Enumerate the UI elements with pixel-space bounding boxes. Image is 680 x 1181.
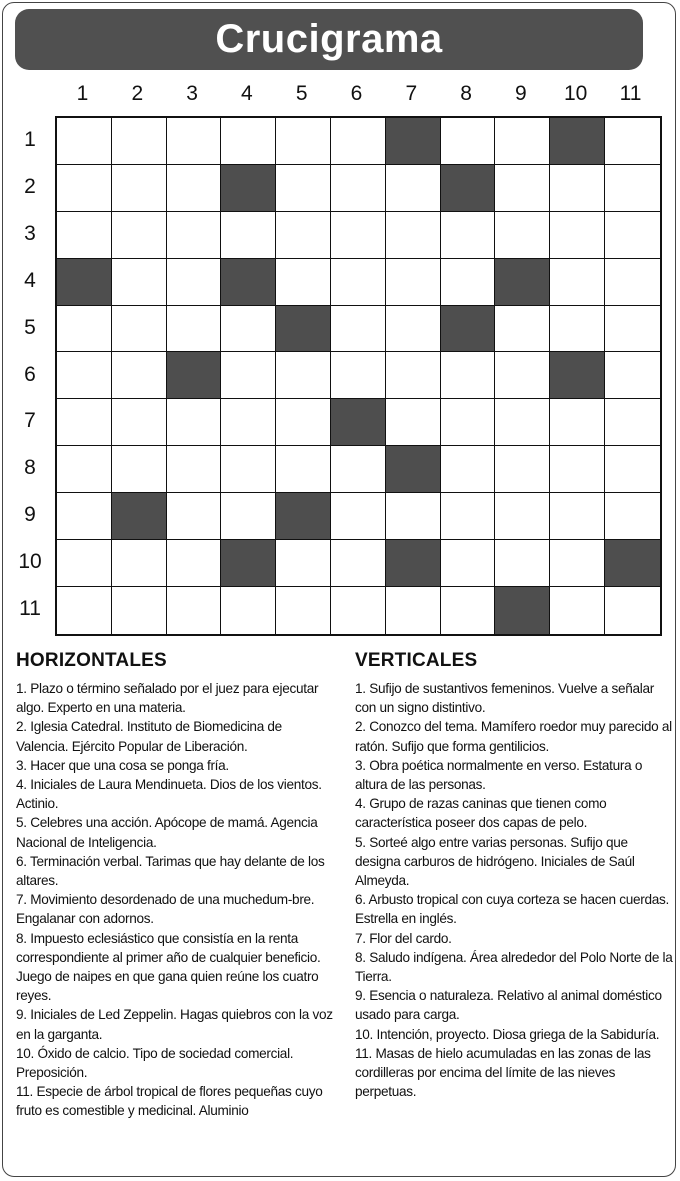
answer-cell[interactable] [276,399,331,446]
horizontales-clue: 3. Hacer que una cosa se ponga fría. [16,757,229,773]
answer-cell[interactable] [167,165,222,212]
answer-cell[interactable] [167,118,222,165]
verticales-clue: 11. Masas de hielo acumuladas en las zonas de las cordilleras por encima del límite de las nieves perpetuas. [355,1045,651,1100]
black-cell [550,352,605,399]
answer-cell[interactable] [331,212,386,259]
black-cell [441,306,496,353]
black-cell [57,259,112,306]
answer-cell[interactable] [386,212,441,259]
horizontales-clue: 5. Celebres una acción. Apócope de mamá. Agencia Nacional de Inteligencia. [16,815,318,850]
horizontales-clue-list [16,679,336,1121]
column-number: 2 [131,82,144,105]
black-cell [167,352,222,399]
black-cell [221,165,276,212]
horizontales-clue: 4. Iniciales de Laura Mendinueta. Dios de los vientos. Actinio. [16,777,322,812]
answer-cell[interactable] [112,306,167,353]
answer-cell[interactable] [276,352,331,399]
answer-cell[interactable] [386,259,441,306]
answer-cell[interactable] [112,259,167,306]
black-cell [112,493,167,540]
answer-cell[interactable] [112,118,167,165]
answer-cell[interactable] [386,165,441,212]
answer-cell[interactable] [550,165,605,212]
answer-cell[interactable] [331,540,386,587]
answer-cell[interactable] [57,399,112,446]
answer-cell[interactable] [276,540,331,587]
answer-cell[interactable] [331,493,386,540]
black-cell [221,540,276,587]
answer-cell[interactable] [550,212,605,259]
column-number: 9 [515,82,527,105]
answer-cell[interactable] [167,259,222,306]
black-cell [495,587,550,634]
black-cell [550,118,605,165]
row-number: 4 [24,268,36,292]
answer-cell[interactable] [605,352,660,399]
verticales-clue: 5. Sorteé algo entre varias personas. Sufijo que designa carburos de hidrógeno. Iniciales de Saúl Almeyda. [355,834,635,889]
answer-cell[interactable] [550,540,605,587]
verticales-clue: 2. Conozco del tema. Mamífero roedor muy parecido al ratón. Sufijo que forma gentilicios. [355,719,672,754]
answer-cell[interactable] [112,165,167,212]
horizontales-clue: 9. Iniciales de Led Zeppelin. Hagas quiebros con la voz en la garganta. [16,1007,333,1042]
answer-cell[interactable] [386,493,441,540]
answer-cell[interactable] [495,306,550,353]
answer-cell[interactable] [386,587,441,634]
answer-cell[interactable] [331,306,386,353]
answer-cell[interactable] [57,165,112,212]
verticales-clue: 8. Saludo indígena. Área alrededor del Polo Norte de la Tierra. [355,949,673,985]
verticales-clue: 10. Intención, proyecto. Diosa griega de la Sabiduría. [355,1026,660,1042]
answer-cell[interactable] [605,587,660,634]
answer-cell[interactable] [495,118,550,165]
verticales-clue: 6. Arbusto tropical con cuya corteza se hacen cuerdas. Estrella en inglés. [355,892,670,927]
answer-cell[interactable] [221,212,276,259]
answer-cell[interactable] [441,212,496,259]
verticales-clue: 4. Grupo de razas caninas que tienen como característica poseer dos capas de pelo. [355,796,607,831]
horizontales-clue: 8. Impuesto eclesiástico que consistía en la renta correspondiente al primer año de cualquier beneficio. Juego de naipes en que gana quien reúne los cuatro reyes. [16,930,321,1004]
answer-cell[interactable] [221,306,276,353]
answer-cell[interactable] [276,259,331,306]
answer-cell[interactable] [221,352,276,399]
answer-cell[interactable] [221,446,276,493]
verticales-clue: 3. Obra poética normalmente en verso. Estatura o altura de las personas. [355,757,643,793]
row-number: 1 [24,128,36,151]
column-number: 3 [186,82,198,105]
answer-cell[interactable] [57,446,112,493]
answer-cell[interactable] [550,587,605,634]
verticales-clue: 7. Flor del cardo. [355,930,452,946]
answer-cell[interactable] [112,446,167,493]
black-cell [276,306,331,353]
answer-cell[interactable] [112,587,167,634]
horizontales-clue: 11. Especie de árbol tropical de flores pequeñas cuyo fruto es comestible y medicinal. Aluminio [16,1084,323,1119]
answer-cell[interactable] [167,540,222,587]
row-number: 10 [18,550,42,574]
answer-cell[interactable] [441,259,496,306]
answer-cell[interactable] [605,446,660,493]
black-cell [495,259,550,306]
answer-cell[interactable] [57,493,112,540]
answer-cell[interactable] [495,212,550,259]
row-number: 3 [24,221,36,245]
horizontales-clue: 7. Movimiento desordenado de una muchedum-bre. Engalanar con adornos. [16,892,315,927]
answer-cell[interactable] [167,446,222,493]
answer-cell[interactable] [57,306,112,353]
answer-cell[interactable] [495,540,550,587]
answer-cell[interactable] [605,118,660,165]
verticales-heading: VERTICALES [355,650,478,671]
answer-cell[interactable] [605,259,660,306]
column-number: 1 [76,82,89,105]
answer-cell[interactable] [57,540,112,587]
answer-cell[interactable] [331,118,386,165]
answer-cell[interactable] [112,352,167,399]
answer-cell[interactable] [386,306,441,353]
answer-cell[interactable] [550,306,605,353]
answer-cell[interactable] [112,540,167,587]
answer-cell[interactable] [112,399,167,446]
answer-cell[interactable] [331,446,386,493]
horizontales-clue: 10. Óxido de calcio. Tipo de sociedad comercial. Preposición. [16,1045,294,1081]
answer-cell[interactable] [495,493,550,540]
answer-cell[interactable] [605,306,660,353]
answer-cell[interactable] [112,212,167,259]
column-number: 8 [460,82,472,105]
answer-cell[interactable] [57,118,112,165]
crossword-grid [55,116,662,636]
row-number: 8 [24,456,36,480]
answer-cell[interactable] [167,306,222,353]
answer-cell[interactable] [441,540,496,587]
answer-cell[interactable] [221,118,276,165]
answer-cell[interactable] [276,212,331,259]
verticales-clue: 1. Sufijo de sustantivos femeninos. Vuelve a señalar con un signo distintivo. [355,681,655,716]
answer-cell[interactable] [495,446,550,493]
answer-cell[interactable] [550,493,605,540]
black-cell [386,540,441,587]
answer-cell[interactable] [167,212,222,259]
answer-cell[interactable] [605,165,660,212]
row-number: 6 [24,362,36,386]
row-number: 5 [24,315,36,339]
horizontales-clue: 6. Terminación verbal. Tarimas que hay delante de los altares. [16,853,325,889]
answer-cell[interactable] [441,399,496,446]
answer-cell[interactable] [441,118,496,165]
row-number: 2 [24,174,36,198]
answer-cell[interactable] [331,165,386,212]
black-cell [221,259,276,306]
answer-cell[interactable] [441,352,496,399]
answer-cell[interactable] [331,352,386,399]
column-number: 6 [350,82,363,105]
black-cell [441,165,496,212]
answer-cell[interactable] [550,399,605,446]
black-cell [386,446,441,493]
column-number: 11 [619,82,642,105]
answer-cell[interactable] [495,352,550,399]
column-number: 4 [241,82,253,105]
answer-cell[interactable] [57,352,112,399]
horizontales-heading: HORIZONTALES [16,650,167,671]
answer-cell[interactable] [167,399,222,446]
verticales-clue: 9. Esencia o naturaleza. Relativo al animal doméstico usado para carga. [355,988,662,1023]
verticales-clue-list [355,679,675,1101]
column-number: 7 [405,82,418,105]
horizontales-section [16,650,336,1121]
row-number: 7 [24,409,36,433]
answer-cell[interactable] [57,587,112,634]
answer-cell[interactable] [276,118,331,165]
row-number: 11 [19,597,41,620]
verticales-section [355,650,675,1101]
answer-cell[interactable] [550,446,605,493]
answer-cell[interactable] [605,399,660,446]
answer-cell[interactable] [276,165,331,212]
answer-cell[interactable] [331,259,386,306]
answer-cell[interactable] [605,493,660,540]
column-number: 5 [295,82,308,105]
page-title: Crucigrama [15,9,643,70]
black-cell [605,540,660,587]
answer-cell[interactable] [386,352,441,399]
answer-cell[interactable] [221,399,276,446]
horizontales-clue: 1. Plazo o término señalado por el juez para ejecutar algo. Experto en una materia. [16,681,319,716]
answer-cell[interactable] [550,259,605,306]
column-number: 10 [564,82,588,105]
answer-cell[interactable] [441,493,496,540]
answer-cell[interactable] [495,165,550,212]
row-number: 9 [24,503,36,527]
answer-cell[interactable] [386,399,441,446]
black-cell [331,399,386,446]
answer-cell[interactable] [167,587,222,634]
answer-cell[interactable] [221,493,276,540]
black-cell [276,493,331,540]
answer-cell[interactable] [167,493,222,540]
answer-cell[interactable] [605,212,660,259]
answer-cell[interactable] [441,446,496,493]
answer-cell[interactable] [441,587,496,634]
answer-cell[interactable] [221,587,276,634]
black-cell [386,118,441,165]
answer-cell[interactable] [57,212,112,259]
answer-cell[interactable] [495,399,550,446]
answer-cell[interactable] [331,587,386,634]
answer-cell[interactable] [276,587,331,634]
horizontales-clue: 2. Iglesia Catedral. Instituto de Biomedicina de Valencia. Ejército Popular de Liberación. [16,719,282,754]
answer-cell[interactable] [276,446,331,493]
